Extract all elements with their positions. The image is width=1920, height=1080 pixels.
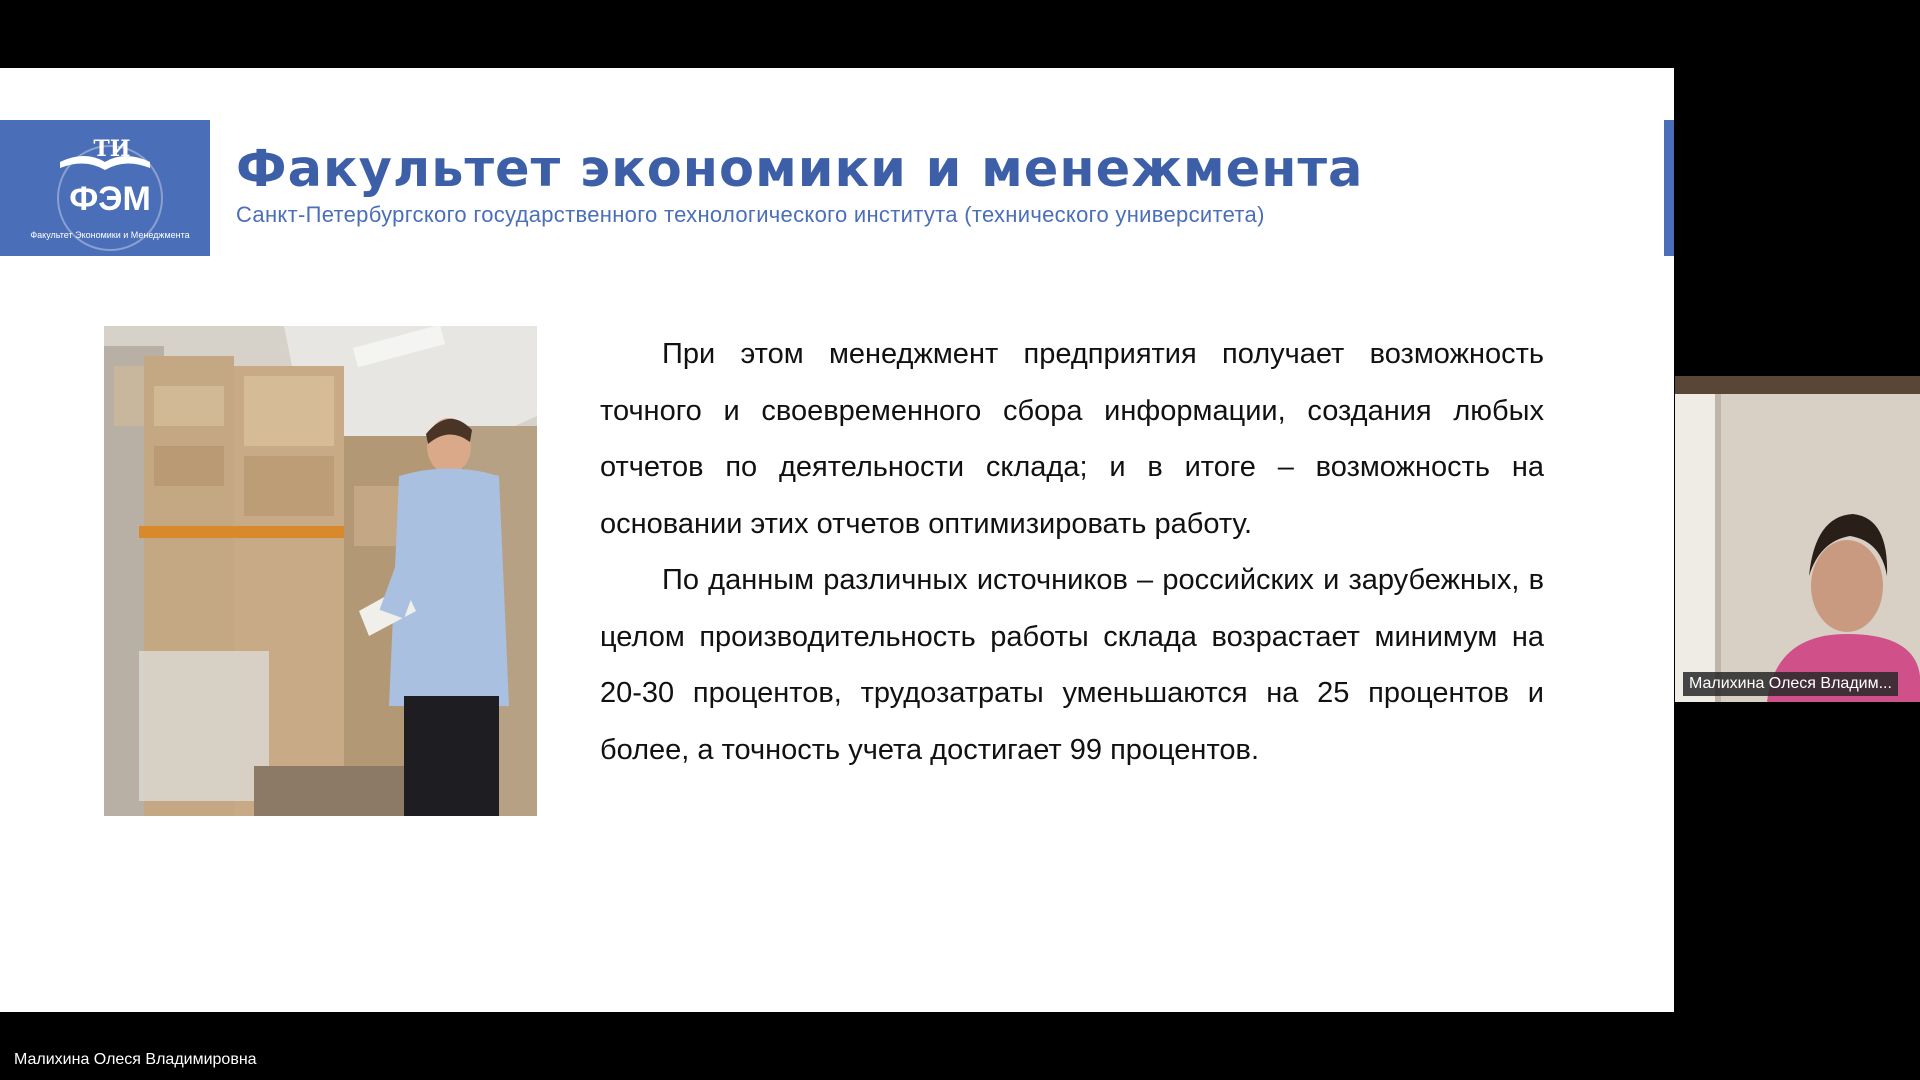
slide-title: Факультет экономики и менежмента [236, 140, 1364, 199]
logo-text: ФЭМ [69, 180, 151, 218]
slide-subtitle: Санкт-Петербургского государственного технологического института (технического университета) [236, 202, 1265, 227]
faculty-logo [0, 120, 210, 256]
logo-emblem-icon [0, 120, 210, 256]
banner-accent-bar [1664, 120, 1674, 256]
paragraph-2: По данным различных источников – российских и зарубежных, в целом производительность работы склада возрастает минимум на 20-30 процентов, трудозатраты уменьшаются на 25 процентов и более, а точность учета достигает 99 процентов. [600, 564, 1544, 766]
slide-body-text [600, 326, 1544, 778]
logo-mark: ТИ [93, 136, 131, 162]
presentation-slide [0, 68, 1674, 1012]
slide-header-banner [0, 120, 1674, 256]
logo-ring-text: Факультет Экономики и Менеджмента [30, 230, 190, 240]
participant-video-image-icon [1675, 376, 1920, 702]
warehouse-worker-image-icon [104, 326, 537, 816]
warehouse-photo [104, 326, 537, 816]
active-speaker-name: Малихина Олеся Владимировна [14, 1051, 257, 1068]
participant-video-tile[interactable] [1675, 376, 1920, 702]
participant-name-label: Малихина Олеся Владим... [1683, 672, 1898, 696]
paragraph-1: При этом менеджмент предприятия получает возможность точного и своевременного сбора информации, создания любых отчетов по деятельности склада; и в итоге – возможность на основании этих отчетов оптимизировать работу. [600, 338, 1544, 540]
